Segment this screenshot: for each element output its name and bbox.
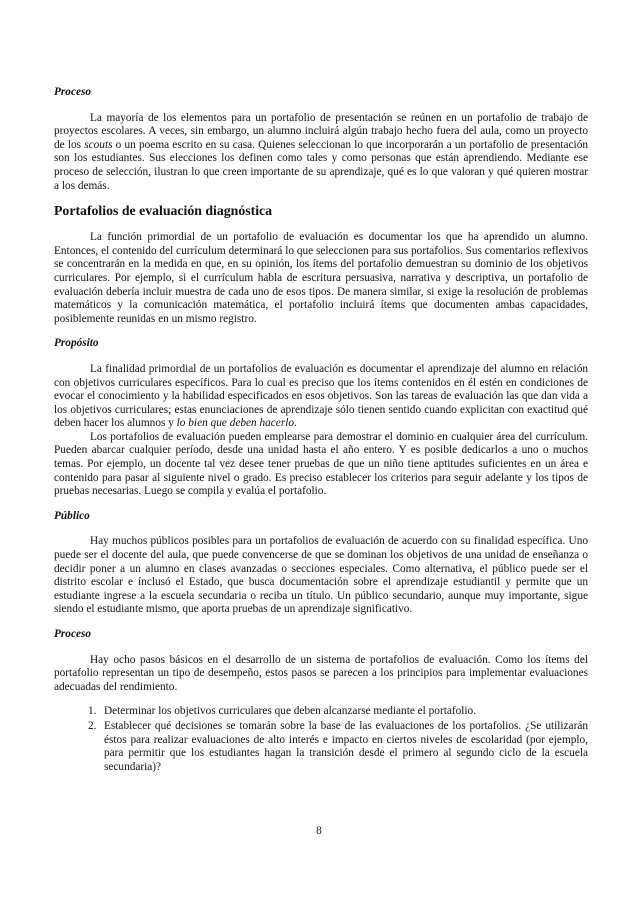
paragraph-text: . — [294, 417, 297, 430]
paragraph-text: Hay ocho pasos básicos en el desarrollo de un sistema de portafolios de evaluación. Como los ítems del portafolio representan un tipo de desempeño, estos pasos se parecen a los principios para implementar evaluaciones adecuadas del rendimiento. — [54, 653, 588, 693]
list-text: Establecer qué decisiones se tomarán sobre la base de las evaluaciones de los portafolios. ¿Se utilizarán éstos para realizar evaluaciones de alto interés e impacto en ciertos niveles de escolaridad (por ejemplo, para permitir que los estudiantes hagan la transición desde el primero al segundo ciclo de la escuela secundaria)? — [104, 719, 588, 773]
paragraph — [54, 431, 588, 499]
section-subheading: Proceso — [54, 86, 92, 98]
list-item — [54, 720, 588, 774]
document-body — [54, 86, 588, 774]
paragraph-text: La función primordial de un portafolio de evaluación es documentar los que ha aprendido un alumno. Entonces, el contenido del currículum determinará lo que seleccionen para sus portafolios. Sus comentarios reflexivos se concentrarán en la medida en que, en su opinión, los ítems del portafolio demuestran su dominio de los objetivos curriculares. Por ejemplo, si el currículum habla de escritura persuasiva, narrativa y descriptiva, un portafolio de evaluación debería incluir muestra de cada uno de esos tipos. De manera similar, si exige la resolución de problemas matemáticos y la comunicación matemática, el portafolio incluirá ítems que documenten ambas capacidades, posiblemente reunidas en un mismo registro. — [54, 231, 588, 325]
paragraph — [54, 231, 588, 326]
section-heading: Portafolios de evaluación diagnóstica — [54, 203, 273, 219]
list-text: Determinar los objetivos curriculares que deben alcanzarse mediante el portafolio. — [104, 705, 477, 718]
paragraph-text: La finalidad primordial de un portafolios de evaluación es documentar el aprendizaje del alumno en relación con objetivos curriculares específicos. Para lo cual es preciso que los ítems contenidos en él estén en condiciones de evocar el conocimiento y la habilidad especificados en esos objetivos. Son las tareas de evaluación las que dan vida a los objetivos curriculares; estas enunciaciones de aprendizaje sólo tienen sentido cuando explicitan con exactitud qué deben hacer los alumnos y — [54, 362, 588, 430]
section-subheading: Proceso — [54, 628, 92, 640]
paragraph-text: La mayoría de los elementos para un portafolio de presentación se reúnen en un portafolio de trabajo de proyectos escolares. A veces, sin embargo, un alumno incluirá algún trabajo hecho fuera del aula, como un proyecto de los — [54, 111, 588, 151]
italic-text: lo bien que deben hacerlo — [176, 417, 294, 430]
section-subheading: Propósito — [54, 337, 99, 350]
list-number: 1. — [88, 705, 97, 718]
page-number: 8 — [316, 825, 322, 837]
paragraph — [54, 535, 588, 617]
steps-list — [54, 705, 588, 774]
paragraph — [54, 112, 588, 194]
paragraph-text: Los portafolios de evaluación pueden emplearse para demostrar el dominio en cualquier área del currículum. Pueden abarcar cualquier período, desde una unidad hasta el año entero. Y es posible dedicarlos a uno o muchos temas. Por ejemplo, un docente tal vez desee tener pruebas de que un niño tiene aptitudes suficientes en un área e contenido para pasar al siguiente nivel o grado. Es preciso establecer los criterios para seguir adelante y los tipos de pruebas necesarias. Luego se compila y evalúa el portafolio. — [54, 430, 588, 498]
document-content — [54, 86, 588, 694]
list-number: 2. — [88, 719, 97, 732]
paragraph — [54, 363, 588, 431]
paragraph-text: Hay muchos públicos posibles para un portafolios de evaluación de acuerdo con su finalidad específica. Uno puede ser el docente del aula, que puede convencerse de que se dominan los objetivos de una unidad de enseñanza o decidir poner a un alumno en clases avanzadas o secciones especiales. Como alternativa, el público puede ser el distrito escolar e ínclusó el Estado, que busca documentación sobre el aprendizaje estudiantil y permite que un estudiante ingrese a la escuela secundaria o reciba un título. Un público secundario, aunque muy importante, sigue siendo el estudiante mismo, que aporta pruebas de un aprendizaje significativo. — [54, 535, 588, 616]
section-subheading: Público — [54, 509, 90, 522]
paragraph-text: o un poema escrito en su casa. Quienes seleccionan lo que incorporarán a un portafolio de presentación son los estudiantes. Sus elecciones los definen como tales y como personas que están aprendiendo. Mediante ese proceso de selección, ilustran lo que creen importante de su aprendizaje, qué es lo que valoran y qué quieren mostrar a los demás. — [54, 138, 588, 192]
italic-text: scouts — [84, 138, 113, 151]
list-item — [54, 705, 588, 719]
paragraph — [54, 654, 588, 695]
